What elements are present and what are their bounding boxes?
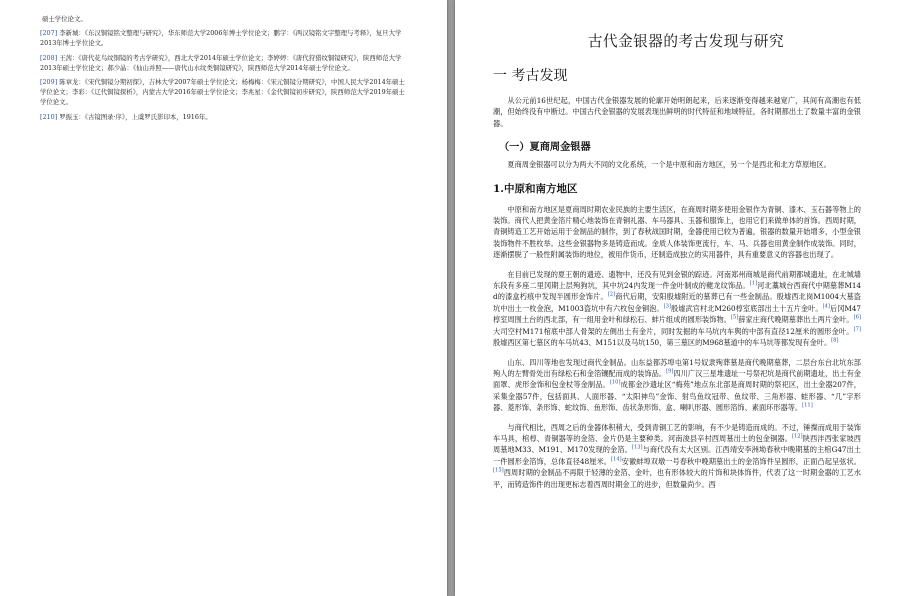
body-paragraph: [493, 357, 861, 414]
paragraph-segment: 成都金沙遗址区“梅苑”地点东北部是商周时期的祭祀区，出土金器207件，采集金器57件，包括面具、人面形器、“太阳神鸟”金饰、射鸟鱼纹冠带、鱼纹带、三角形器、蛙形器、“几”字形器、菱形饰、条形饰、蛇纹饰、鱼形饰、齿状条形饰、盒、喇叭形器、圆形箔饰、素面环形器等。: [493, 380, 861, 413]
reference-item: [40, 28, 410, 48]
subsection-heading: （一）夏商周金银器: [499, 141, 591, 154]
left-page: [0, 0, 447, 596]
right-page: [455, 0, 900, 596]
paragraph-segment: 陕西沣西张家坡西周墓地M33、M191、M170发现的金箔。: [493, 433, 861, 455]
footnote-link[interactable]: [1]: [749, 280, 758, 287]
body-paragraph: [493, 269, 861, 349]
section-heading: 一 考古发现: [493, 68, 568, 84]
reference-item: [40, 112, 410, 122]
footnote-link[interactable]: [7]: [853, 326, 861, 333]
reference-number[interactable]: [210]: [40, 112, 58, 121]
footnote-link[interactable]: [12]: [791, 433, 803, 440]
footnote-link[interactable]: [14]: [611, 456, 622, 463]
region-heading: 1.中原和南方地区: [493, 182, 578, 195]
page-content: [493, 30, 861, 498]
footnote-link[interactable]: [6]: [853, 314, 861, 321]
footnote-link[interactable]: [13]: [631, 444, 643, 451]
reference-item: [40, 14, 410, 24]
paragraph-segment: 薛家庄商代晚期墓葬出土两片金叶。: [738, 315, 854, 325]
reference-number[interactable]: [209]: [40, 78, 58, 87]
reference-text: 罗振玉：《古镜图录·序》，上虞罗氏影印本，1916年。: [59, 112, 212, 121]
paragraph-segment: 山东、四川等地也发现过商代金制品。山东益都苏埠屯第1号奴隶殉葬墓是商代晚期墓葬，二层台东台北坑东部殉人的左臂骨处出有绿松石和金箔镶配而成的装饰品。: [493, 357, 861, 378]
footnote-link[interactable]: [5]: [730, 314, 739, 321]
footnote-link[interactable]: [11]: [802, 402, 813, 409]
paragraph-segment: 在目前已发现的夏王朝的遗迹、遗物中，还没有见到金银的踪迹。河南郑州商城是商代前期都城遗址，在北城墙东段有多座二里冈期上层殉狗坑，其中坑24内发现一件金叶制成的夔龙纹饰品。: [493, 269, 861, 291]
reference-item: [40, 53, 410, 73]
footnote-link[interactable]: [9]: [666, 368, 674, 375]
paragraph-segment: 西周时期的金制品不再限于轻薄的金箔、金叶，也有形体较大的片饰和块体饰件，代表了这一时期金器的工艺水平，而铸造饰件的出现更标志着西周时期金工的进步，但数量尚少。西: [493, 468, 861, 489]
reference-text: 李新城：《东汉铜镜铭文整理与研究》，华东师范大学2006年博士学位论文；鹏宇：《两汉镜铭文字整理与考释》，复旦大学2013年博士学位论文。: [40, 29, 402, 48]
intro-paragraph: 从公元前16世纪起，中国古代金银器发展的轮廓开始明朗起来，后来逐渐变得越来越宽广，其间有高潮也有低潮，但始终没有中断过。中国古代金银器的发展表现出鲜明的时代特征和地域特征，各时期都出土了数量丰富的金银器。: [493, 96, 861, 128]
footnote-link[interactable]: [4]: [822, 303, 830, 310]
reference-text: 硕士学位论文。: [42, 15, 87, 23]
paragraph-segment: 与商代相比，西周之后的金器体积稍大，受到青铜工艺的影响，有不少是铸造而成的。不过，锤揲而成用于装饰车马具，棺椁、青铜器等的金箔、金片仍是主要种类。河南浚县辛村西周墓出土的包金铜器。: [493, 422, 861, 443]
paragraph-segment: 河北藁城台西商代中期墓葬M14d的漆盒朽痕中发现半圆形金饰片。: [493, 281, 861, 302]
footnote-link[interactable]: [2]: [607, 292, 616, 299]
paragraph-segment: 商代后期，安阳殷墟附近的墓葬已有一些金制品。殷墟西北岗M1004大墓盗坑中出土一枚金泡，M1003盗坑中有六枚包金铜泡。: [493, 292, 861, 313]
subsection-intro: 夏商周金银器可以分为两大不同的文化系统，一个是中原和南方地区，另一个是西北和北方草原地区。: [507, 160, 831, 170]
reference-list: [40, 14, 410, 126]
body-paragraph: [493, 422, 861, 490]
reference-text: 王茜：《唐代花鸟纹铜镜的考古学研究》，西北大学2014年硕士学位论文；李婷婷：《唐代狩猎纹铜镜研究》，陕西师范大学2013年硕士学位论文；郝少晶：《仙山并照——唐代山水纹类铜镜研究》，陕西师范大学2014年硕士学位论文。: [40, 53, 402, 72]
body-paragraph: 中原和南方地区是夏商周时期农业民族的主要生活区，在商周时期多使用金银作为青铜、漆木、玉石器等物上的装饰。商代人把黄金箔片精心地装饰在青铜礼器、车马器具、玉器和服饰上，也用它们来做单体的首饰。西周时期，青铜铸造工艺开始运用于金制品的制作，到了春秋战国时期，金器使用已较为普遍，银器的数量开始增多，小型金银装饰物件不胜枚举。这些金银器物多是铸造而成。金质人体装饰更流行，车、马、兵器也用黄金制作成装饰。同时，逐渐摆脱了一般性附属装饰的地位，被用作货币，还制造成独立的实用器件，具有重要意义的容器也出现了。: [493, 204, 861, 260]
paragraph-segment: 殷墟武官村北M260椁室底部出土十五片金叶。: [670, 303, 823, 313]
footnote-link[interactable]: [10]: [609, 379, 621, 386]
paragraph-segment: 殷墟西区第七墓区的车马坑43、M151以及马坑150，第三墓区的M968墓道中的车马坑等都发现有金叶。: [493, 338, 832, 348]
paragraph-segment: 后冈M47椁室周围土台的西北部，有一组用金叶和绿松石、蚌片组成的圆形装饰物。: [493, 303, 861, 325]
paragraph-segment: 四川广汉三星堆遗址一号祭祀坑是商代前期遗址，出土有金面罩、虎形金饰和包金杖等金制品。: [493, 368, 861, 390]
paragraph-segment: 大司空村M171棺底中部人骨架的左侧出土有金片，同时发掘的车马坑内车舆的中部有直径12厘米的圆形金叶。: [493, 326, 854, 336]
footnote-link[interactable]: [8]: [831, 337, 839, 344]
paragraph-segment: 与商代没有太大区别。江西靖安李洲坳春秋中晚期墓的主棺G47出土一件圆形金箔饰，总体直径48厘米。: [493, 445, 861, 466]
document-title: 古代金银器的考古发现与研究: [587, 33, 785, 50]
reference-item: [40, 77, 410, 108]
footnote-link[interactable]: [15]: [493, 467, 504, 474]
reference-number[interactable]: [208]: [40, 53, 58, 62]
footnote-link[interactable]: [3]: [663, 303, 671, 310]
paragraph-segment: 安徽蚌埠双墩一号春秋中晚期墓出土的金箔饰件呈圆形，正面凸起呈弦状。: [621, 456, 861, 466]
reference-text: 陈章龙：《宋代铜镜分期初探》，吉林大学2007年硕士学位论文；杨梅梅：《宋元铜镜分期研究》，中国人民大学2014年硕士学位论文；李彩：《辽代铜镜探析》，内蒙古大学2016年硕士学位论文；李兆星：《金代铜镜初步研究》，陕西师范大学2019年硕士学位论文。: [40, 78, 405, 107]
reference-number[interactable]: [207]: [40, 29, 58, 38]
